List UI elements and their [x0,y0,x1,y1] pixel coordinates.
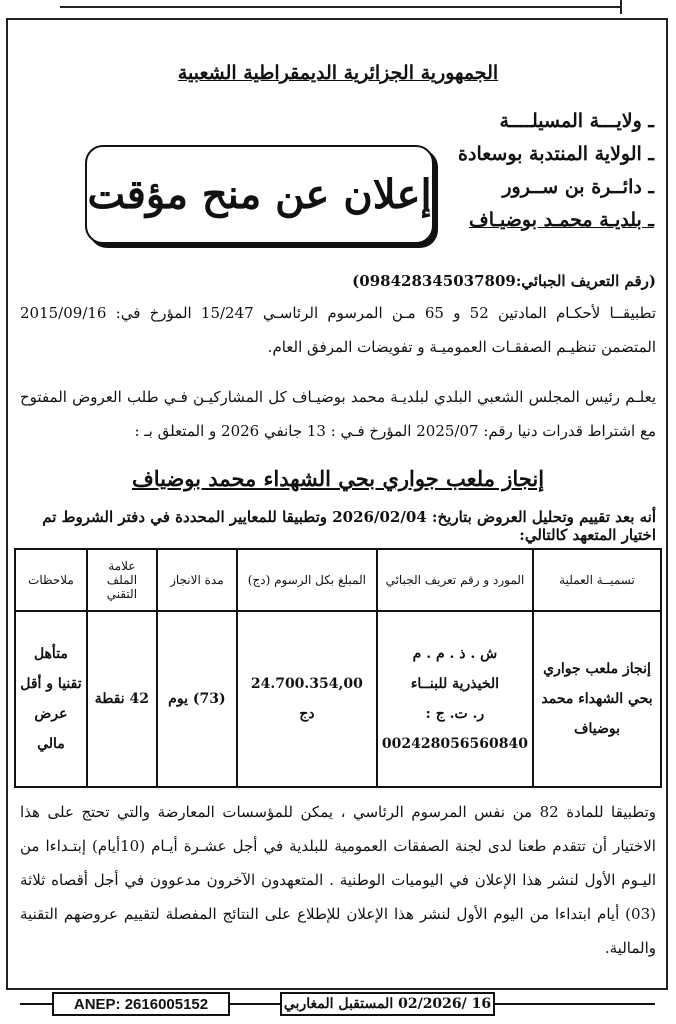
top-tick [620,0,622,14]
col-operation: تسميــة العملية [533,549,661,611]
header-line-daira: ـ دائــرة بن ســرور [502,176,654,198]
supplier-company: الخيذرية للبنــاء [410,676,500,692]
evaluation-intro: أنه بعد تقييم وتحليل العروض بتاريخ: 2026/02/04 وتطبيقا للمعايير المحددة في دفتر الشروط تم اختيار المتعهد كالتالي: [42,508,656,544]
issuer-header [454,105,654,237]
legal-basis-paragraph: تطبيقــا لأحكـام المادتين 52 و 65 مـن المرسوم الرئاسـي 15/247 المؤرخ في: 2015/09/16 المتضمن تنظيـم الصفقـات العموميـة و تفويضات المرفق العام. [20,304,656,356]
cell-duration: (73) يوم [157,611,237,787]
col-amount: المبلغ بكل الرسوم (دج) [237,549,377,611]
col-supplier: المورد و رقم تعريف الجبائي [377,549,533,611]
supplier-id-label: ر. ت. ج : [425,706,485,722]
announcement-title: إعلان عن منح مؤقت [87,171,432,218]
cell-operation: إنجاز ملعب جواري بحي الشهداء محمد بوضياف [533,611,661,787]
appeal-paragraph: وتطبيقا للمادة 82 من نفس المرسوم الرئاسي ، يمكن للمؤسسات المعارضة والتي تحتج على هذا الاختيار أن تتقدم طعنا لدى لجنة الصفقات العمومية للبلدية في أجل عشـرة أيـام (10أيام) إبتـداءا من اليـوم الأول لنشر هذا الإعلان في اليوميات الوطنية . المتعهدون الآخرون مدعوون في أجل أقصاه ثلاثة (03) أيام ابتداءا من اليوم الأول لنشر هذا الإعلان للإطلاع على النتائج المفصلة لتقييم عروضهم التقنية والمالية. [20,803,656,957]
republic-heading: الجمهورية الجزائرية الديمقراطية الشعبية [177,62,499,84]
newspaper-issue: 16 /02/2026 المستقبل المغاربي [280,992,495,1016]
footer-rule-right [495,1003,655,1005]
header-line-wilaya: ـ ولايـــة المسيلــــة [499,110,654,132]
header-line-delegate: ـ الولاية المنتدبة بوسعادة [458,143,654,165]
tax-id-line: (رقم التعريف الجبائي:098428345037809) [352,272,656,290]
footer-rule-left [20,1003,52,1005]
notice-paragraph: يعلـم رئيس المجلس الشعبي البلدي لبلديـة محمد بوضيـاف كل المشاركيـن فـي طلب العروض المفتوح مع اشتراط قدرات دنيا رقم: 2025/07 المؤرخ فـي : 13 جانفي 2026 و المتعلق بـ : [20,388,656,440]
anep-number: ANEP: 2616005152 [52,992,230,1016]
cell-amount: 24.700.354,00 دج [237,611,377,787]
top-rule [60,6,620,8]
supplier-legal-form: ش . ذ . م . م [412,646,498,662]
col-duration: مدة الانجاز [157,549,237,611]
col-notes: ملاحظات [15,549,87,611]
cell-supplier [377,611,533,787]
table-row [15,611,661,787]
cell-notes: متأهل تقنيا و أقل عرض مالي [15,611,87,787]
header-line-commune: ـ بلديـة محمـد بوضيـاف [469,209,654,231]
award-table [14,548,662,788]
footer-rule-middle [230,1003,280,1005]
supplier-id: 002428056560840 [381,736,528,752]
table-header-row [15,549,661,611]
announcement-title-box [85,145,434,244]
cell-score: 42 نقطة [87,611,157,787]
col-score: علامة الملف التقني [87,549,157,611]
project-title: إنجاز ملعب جواري بحي الشهداء محمد بوضياف [131,466,545,491]
